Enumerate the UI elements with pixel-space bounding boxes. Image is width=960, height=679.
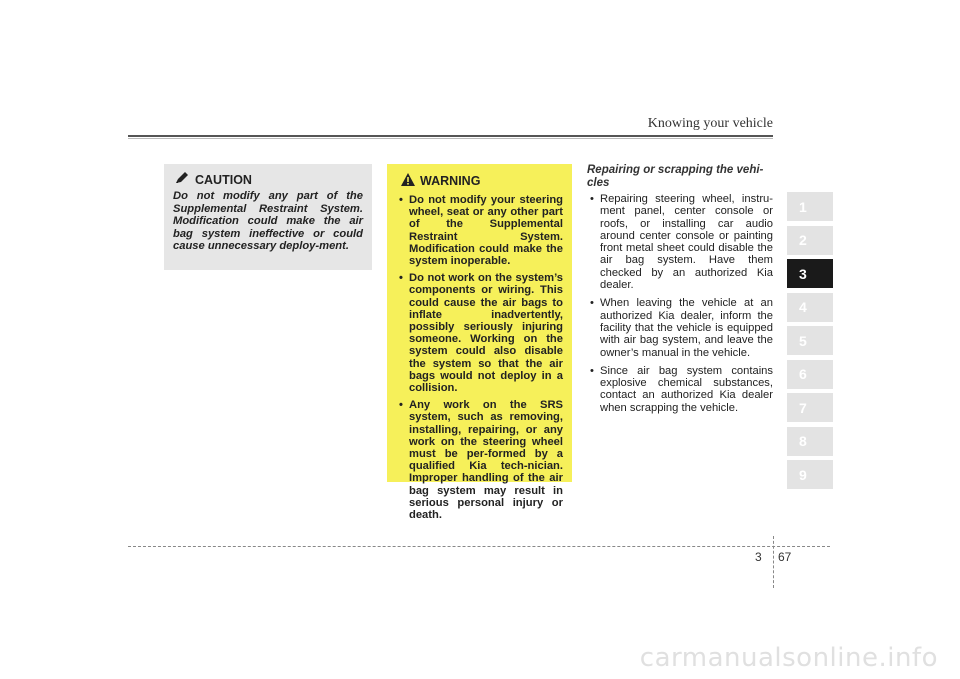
- warning-heading: [401, 173, 563, 189]
- caution-text: Do not modify any part of the Supplemental Restraint System. Modification could make the air bag system ineffective or could cause unnecessary deploy-ment.: [173, 190, 363, 253]
- chapter-tab-8[interactable]: 8: [787, 427, 833, 456]
- list-item: • Any work on the SRS system, such as removing, installing, repairing, or any work on the steering wheel must be per-formed by a qualified Kia tech-nician. Improper handling of the air bag system may result in serious personal injury or death.: [399, 399, 563, 522]
- list-item: • Repairing steering wheel, instru-ment panel, center console or roofs, or installing car audio around center console or painting front metal sheet could disable the air bag system. Have them checked by an authorized Kia dealer.: [590, 193, 773, 292]
- warning-item-text: Any work on the SRS system, such as removing, installing, repairing, or any work on the steering wheel must be per-formed by a qualified Kia tech-nician. Improper handling of the air bag system may result in serious personal injury or death.: [409, 399, 563, 522]
- warning-item-text: Do not work on the system’s components or wiring. This could cause the air bags to inflate inadvertently, possibly seriously injuring someone. Working on the system could also disable the system so that the air bags would not deploy in a collision.: [409, 272, 563, 395]
- chapter-tab-1[interactable]: 1: [787, 192, 833, 221]
- chapter-tab-5[interactable]: 5: [787, 326, 833, 355]
- page-chapter-number: 3: [755, 550, 762, 564]
- page-number-divider: [773, 536, 774, 588]
- repair-section: [587, 164, 773, 420]
- list-item: • When leaving the vehicle at an authorized Kia dealer, inform the facility that the vehicle is equipped with air bag system, and leave the owner’s manual in the vehicle.: [590, 297, 773, 359]
- watermark: carmanualsonline.info: [639, 643, 938, 673]
- footer-divider: [128, 546, 830, 547]
- list-item: • Do not modify your steering wheel, seat or any other part of the Supplemental Restraint System. Modification could make the system inoperable.: [399, 194, 563, 268]
- pencil-icon: [175, 172, 189, 187]
- section-title: Repairing or scrapping the vehi-cles: [587, 164, 764, 189]
- warning-triangle-icon: [401, 173, 415, 189]
- chapter-tab-7[interactable]: 7: [787, 393, 833, 422]
- section-item-text: When leaving the vehicle at an authorized Kia dealer, inform the facility that the vehicle is equipped with air bag system, and leave the owner’s manual in the vehicle.: [600, 297, 773, 359]
- page-number: 67: [778, 550, 792, 564]
- chapter-tab-9[interactable]: 9: [787, 460, 833, 489]
- chapter-tabs: [787, 192, 833, 494]
- section-list: [587, 193, 773, 414]
- chapter-tab-4[interactable]: 4: [787, 293, 833, 322]
- caution-heading: [175, 172, 363, 187]
- warning-heading-label: WARNING: [420, 174, 481, 188]
- warning-box: [387, 164, 572, 522]
- section-item-text: Repairing steering wheel, instru-ment panel, center console or roofs, or installing car audio around center console or painting front metal sheet could disable the air bag system. Have them checked by an authorized Kia dealer.: [600, 193, 773, 292]
- chapter-tab-2[interactable]: 2: [787, 226, 833, 255]
- caution-box: [164, 164, 372, 270]
- chapter-tab-6[interactable]: 6: [787, 360, 833, 389]
- header-rule-secondary: [128, 138, 773, 139]
- caution-heading-label: CAUTION: [195, 172, 252, 187]
- list-item: • Do not work on the system’s components or wiring. This could cause the air bags to inflate inadvertently, possibly seriously injuring someone. Working on the system could also disable the system so that the air bags would not deploy in a collision.: [399, 272, 563, 395]
- section-item-text: Since air bag system contains explosive chemical substances, contact an authorized Kia dealer when scrapping the vehicle.: [600, 364, 773, 414]
- chapter-tab-3[interactable]: 3: [787, 259, 833, 288]
- list-item: • Since air bag system contains explosive chemical substances, contact an authorized Kia dealer when scrapping the vehicle.: [590, 364, 773, 414]
- warning-list: [396, 194, 563, 521]
- page-header-title: Knowing your vehicle: [647, 116, 773, 131]
- header-rule: [128, 135, 773, 137]
- warning-item-text: Do not modify your steering wheel, seat or any other part of the Supplemental Restraint System. Modification could make the system inoperable.: [409, 194, 563, 268]
